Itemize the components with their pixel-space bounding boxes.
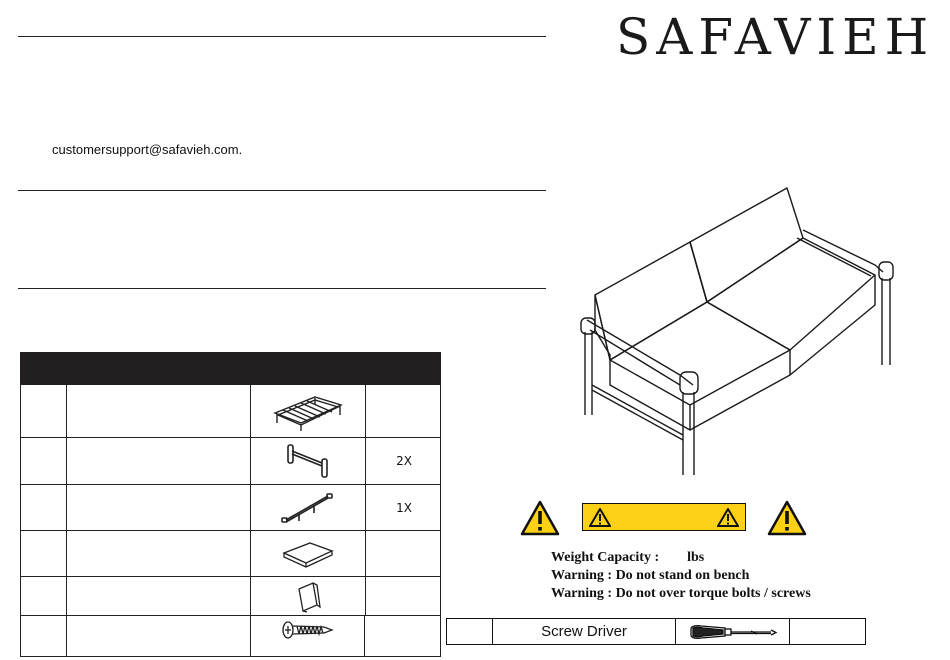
table-row	[20, 531, 441, 577]
quantity-cell	[366, 531, 442, 576]
seat-cushion-icon	[280, 537, 336, 571]
middle-divider	[18, 190, 546, 191]
table-row	[20, 438, 441, 485]
tool-name-cell: Screw Driver	[493, 619, 676, 644]
screwdriver-icon	[687, 622, 779, 642]
parts-table	[20, 352, 441, 657]
table-row	[20, 616, 441, 657]
back-bar-icon	[278, 488, 338, 528]
back-cushion-icon	[293, 579, 323, 613]
row-number-cell	[21, 616, 67, 656]
loveseat-illustration	[575, 180, 905, 485]
brand-logo: SAFAVIEH	[616, 8, 935, 66]
table-row	[20, 577, 441, 616]
warning-triangle-icon	[589, 508, 611, 527]
seat-frame-icon	[271, 389, 345, 433]
part-image-cell	[251, 577, 366, 615]
side-leg-frame-icon	[278, 441, 338, 481]
quantity-cell	[366, 385, 442, 437]
quantity-cell: 2X	[396, 454, 412, 468]
part-image-cell	[251, 438, 366, 484]
warning-banner	[582, 503, 746, 531]
part-image-cell	[251, 485, 366, 530]
row-number-cell	[21, 577, 67, 615]
part-image-cell	[251, 385, 366, 437]
part-name-cell	[67, 531, 251, 576]
part-image-cell	[251, 531, 366, 576]
support-email[interactable]: customersupport@safavieh.com.	[52, 142, 243, 157]
quantity-cell: 1X	[396, 500, 412, 515]
lower-divider	[18, 288, 546, 289]
top-divider	[18, 36, 546, 37]
part-name-cell	[67, 485, 251, 530]
table-row	[20, 485, 441, 531]
quantity-cell	[366, 577, 442, 615]
tool-image-cell	[676, 619, 790, 644]
part-name-cell	[67, 616, 251, 656]
row-number-cell	[21, 485, 67, 530]
weight-capacity-text: Weight Capacity : lbs	[551, 550, 705, 565]
row-number-cell	[21, 438, 67, 484]
tool-number-cell	[447, 619, 493, 644]
screw-icon	[280, 620, 336, 640]
warning-triangle-icon	[767, 500, 807, 536]
tool-qty-cell	[790, 619, 866, 644]
row-number-cell	[21, 531, 67, 576]
warning-stand-text: Warning : Do not stand on bench	[551, 568, 750, 583]
tools-table	[446, 618, 866, 645]
part-name-cell	[67, 438, 251, 484]
warning-triangle-icon	[520, 500, 560, 536]
part-name-cell	[67, 577, 251, 615]
quantity-cell	[366, 616, 442, 656]
parts-table-header	[20, 352, 441, 385]
warning-torque-text: Warning : Do not over torque bolts / screws	[551, 586, 811, 601]
row-number-cell	[21, 385, 67, 437]
part-image-cell	[251, 616, 365, 656]
warning-triangle-icon	[717, 508, 739, 527]
part-name-cell	[67, 385, 251, 437]
table-row	[20, 385, 441, 438]
